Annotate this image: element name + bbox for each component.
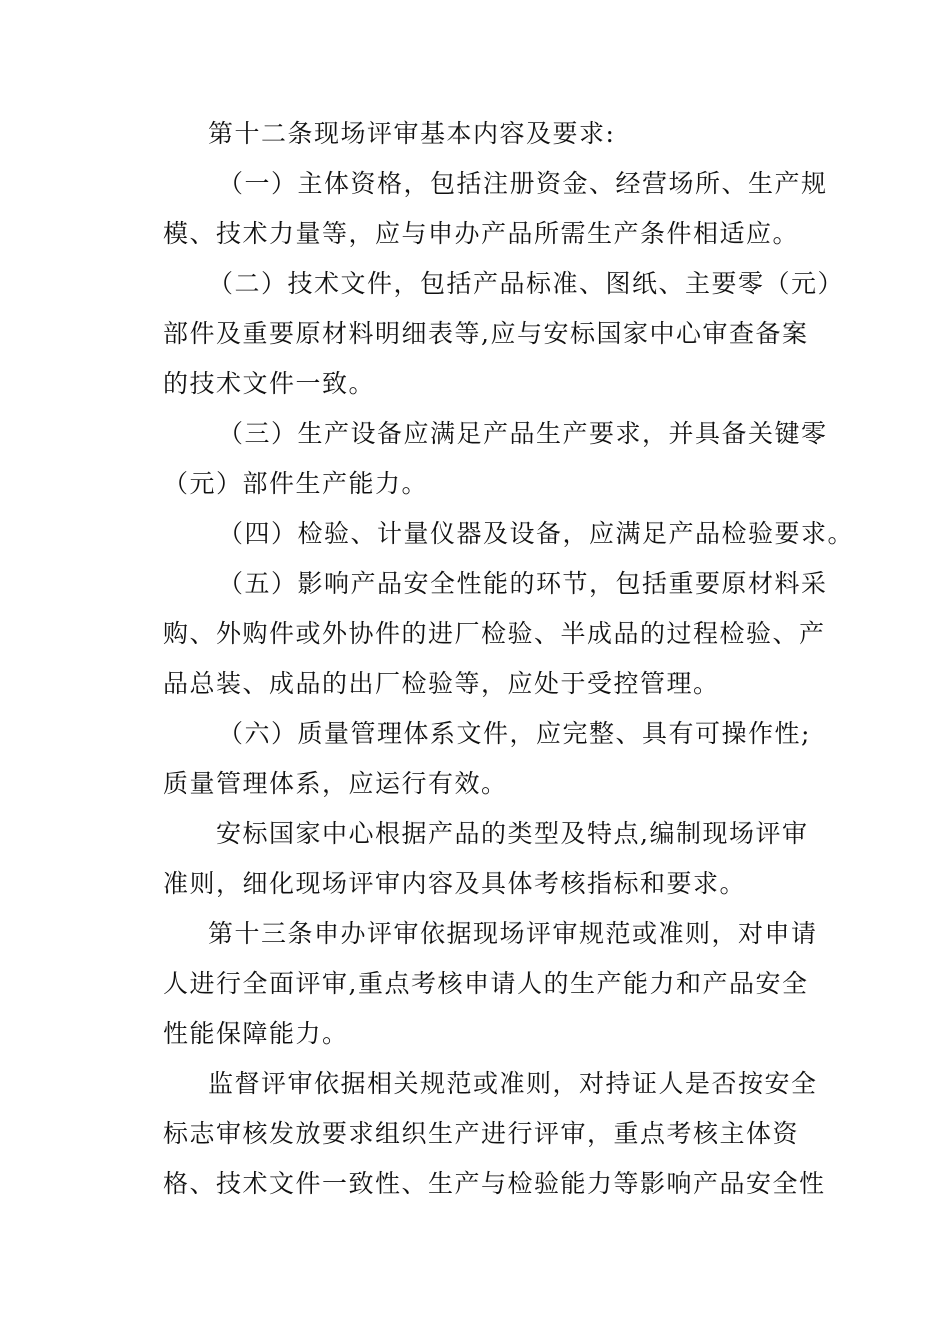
text-line-12: 品总装、成品的出厂检验等，应处于受控管理。	[163, 669, 720, 698]
text-line-14: 质量管理体系，应运行有效。	[163, 769, 508, 798]
text-line-7: （三）生产设备应满足产品生产要求，并具备关键零	[218, 419, 828, 448]
text-line-6: 的技术文件一致。	[163, 369, 376, 398]
text-line-20: 监督评审依据相关规范或准则，对持证人是否按安全	[208, 1069, 818, 1098]
text-line-13: （六）质量管理体系文件，应完整、具有可操作性;	[218, 719, 811, 748]
text-line-5: 部件及重要原材料明细表等,应与安标国家中心审查备案	[163, 319, 809, 348]
text-line-17: 第十三条申办评审依据现场评审规范或准则，对申请	[208, 919, 818, 948]
text-line-8: （元）部件生产能力。	[163, 469, 429, 498]
text-line-4: （二）技术文件，包括产品标准、图纸、主要零（元）	[208, 269, 845, 298]
text-line-15: 安标国家中心根据产品的类型及特点,编制现场评审	[216, 819, 809, 848]
text-line-1: 第十二条现场评审基本内容及要求:	[208, 119, 616, 148]
text-line-22: 格、技术文件一致性、生产与检验能力等影响产品安全性	[163, 1169, 826, 1198]
text-line-18: 人进行全面评审,重点考核申请人的生产能力和产品安全	[163, 969, 809, 998]
text-line-2: （一）主体资格，包括注册资金、经营场所、生产规	[218, 169, 828, 198]
text-line-9: （四）检验、计量仪器及设备，应满足产品检验要求。	[218, 519, 855, 548]
text-line-21: 标志审核发放要求组织生产进行评审，重点考核主体资	[163, 1119, 800, 1148]
text-line-19: 性能保障能力。	[163, 1019, 349, 1048]
text-line-11: 购、外购件或外协件的进厂检验、半成品的过程检验、产	[163, 619, 826, 648]
text-line-16: 准则，细化现场评审内容及具体考核指标和要求。	[163, 869, 747, 898]
text-line-3: 模、技术力量等，应与申办产品所需生产条件相适应。	[163, 219, 800, 248]
text-line-10: （五）影响产品安全性能的环节，包括重要原材料采	[218, 569, 828, 598]
